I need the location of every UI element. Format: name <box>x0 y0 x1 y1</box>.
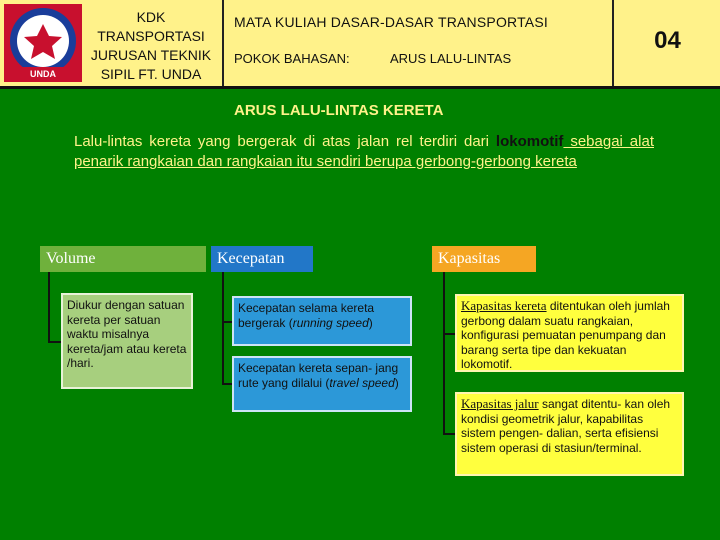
kapasitas-tag: Kapasitas <box>432 246 536 272</box>
connector-line <box>48 341 61 343</box>
term-label: Kapasitas kereta <box>461 298 547 313</box>
connector-line <box>443 272 445 434</box>
header-underline <box>0 86 720 89</box>
kdk-line: TRANSPORTASI <box>97 28 205 44</box>
term-label: Kapasitas jalur <box>461 396 539 411</box>
intro-text-underlined: sebagai alat penarik rangkaian dan rangkaian itu sendiri berupa gerbong-gerbong kereta <box>74 133 654 170</box>
connector-line <box>443 333 455 335</box>
kapasitas-kereta-box <box>455 294 684 372</box>
topic-value: ARUS LALU-LINTAS <box>390 51 512 66</box>
header-bar <box>0 0 720 86</box>
svg-text:UNDA: UNDA <box>30 69 56 79</box>
kecepatan-tag: Kecepatan <box>211 246 313 272</box>
connector-line <box>443 433 455 435</box>
header-divider <box>612 0 614 86</box>
connector-line <box>222 383 232 385</box>
intro-paragraph <box>74 132 654 172</box>
kdk-block <box>86 8 216 84</box>
volume-box: Diukur dengan satuan kereta per satuan waktu misalnya kereta/jam atau kereta /hari. <box>61 293 193 389</box>
box-text: Kecepatan kereta sepan- jang rute yang dilalui ( <box>238 361 399 390</box>
topic-label: POKOK BAHASAN: <box>234 51 350 66</box>
slide-number: 04 <box>654 27 681 54</box>
box-text: sangat ditentu- kan oleh kondisi geometrik jalur, kapabilitas sistem pengen- dalian, serta efisiensi sistem operasi di stasiun/terminal. <box>461 397 671 455</box>
header-divider <box>222 0 224 86</box>
travel-speed-box <box>232 356 412 412</box>
intro-text: Lalu-lintas kereta yang bergerak di atas jalan rel terdiri dari <box>74 133 496 150</box>
kdk-line: SIPIL FT. UNDA <box>100 66 202 82</box>
volume-tag: Volume <box>40 246 206 272</box>
box-text: ditentukan oleh jumlah gerbong dalam suatu rangkaian, konfigurasi pemuatan penumpang dan barang serta tipe dan kekuatan lokomotif. <box>461 299 670 371</box>
box-italic: running speed <box>292 315 369 330</box>
connector-line <box>48 272 50 342</box>
box-text: ) <box>368 315 373 330</box>
kdk-line: KDK <box>136 9 166 25</box>
course-title: MATA KULIAH DASAR-DASAR TRANSPORTASI <box>234 14 548 30</box>
intro-bold: lokomotif <box>495 133 564 150</box>
kapasitas-jalur-box <box>455 392 684 476</box>
box-text: ) <box>394 375 399 390</box>
section-title: ARUS LALU-LINTAS KERETA <box>234 102 444 119</box>
box-text: Kecepatan selama kereta bergerak ( <box>238 301 375 330</box>
university-logo <box>4 4 82 82</box>
connector-line <box>222 272 224 384</box>
running-speed-box <box>232 296 412 346</box>
kdk-line: JURUSAN TEKNIK <box>90 47 212 63</box>
box-italic: travel speed <box>329 375 395 390</box>
connector-line <box>222 321 232 323</box>
